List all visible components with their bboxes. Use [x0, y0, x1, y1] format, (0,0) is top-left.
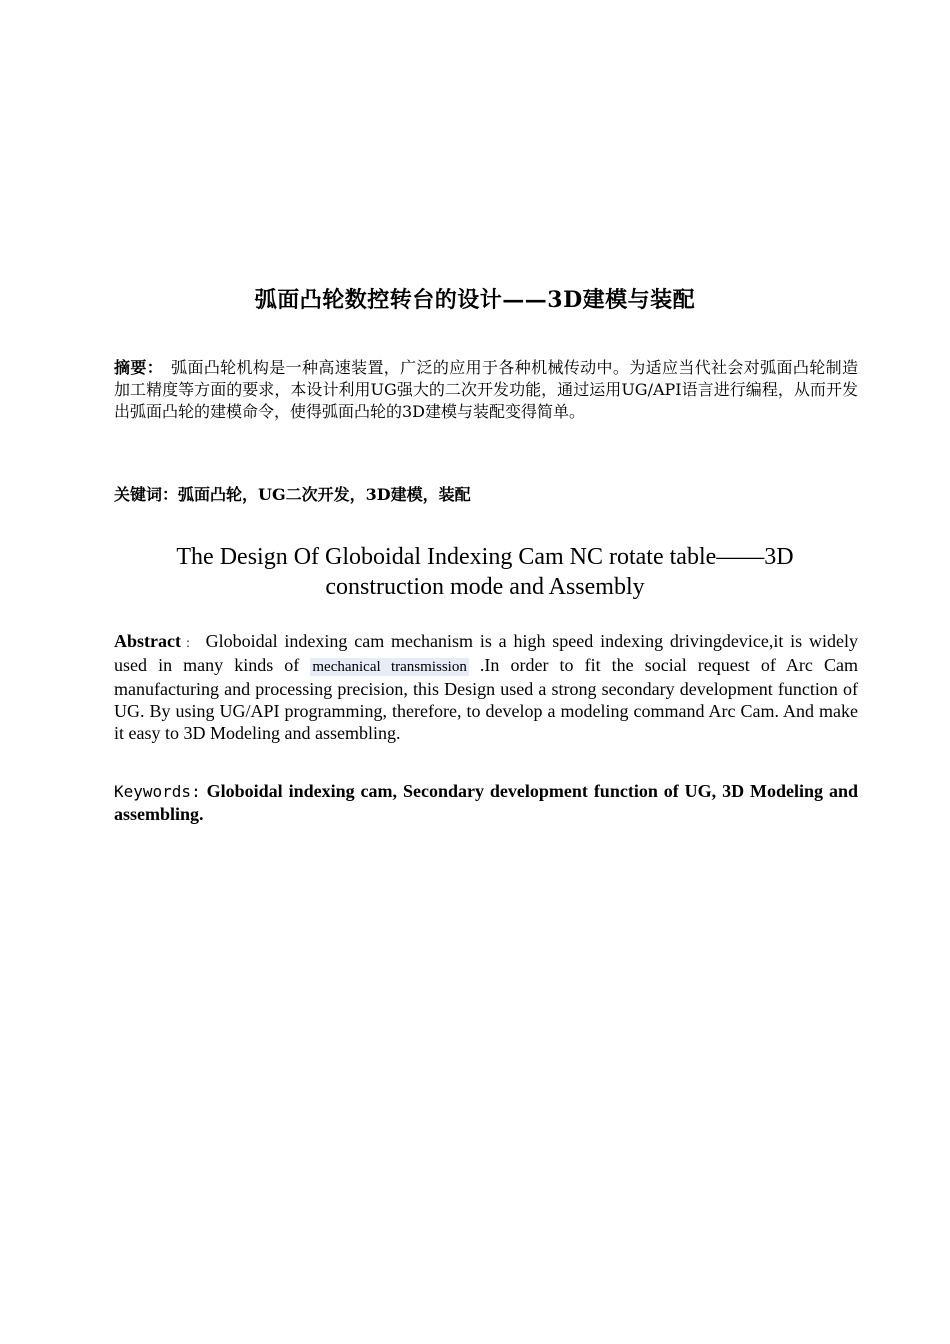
chinese-keywords-text: 弧面凸轮，UG二次开发，3D建模，装配	[178, 485, 471, 504]
chinese-abstract-label: 摘要：	[114, 358, 164, 377]
english-keywords	[114, 780, 858, 825]
chinese-abstract	[114, 357, 858, 423]
chinese-keywords-label: 关键词：	[114, 485, 179, 504]
english-keywords-label: Keywords:	[114, 782, 201, 801]
highlighted-term: mechanical transmission	[312, 659, 467, 675]
english-abstract-colon: ：	[182, 636, 200, 650]
english-abstract	[114, 630, 858, 744]
chinese-title: 弧面凸轮数控转台的设计——3D建模与装配	[254, 287, 696, 313]
english-abstract-part1: Globoidal indexing cam mechanism is a high speed indexing drivingdevice,it is widely used in many kinds of	[114, 631, 858, 675]
english-abstract-part2: .In order to fit the social request of Arc Cam manufacturing and processing precision, this Design used a strong secondary development function of UG. By using UG/API programming, therefore, to develop a modeling command Arc Cam. And make it easy to 3D Modeling and assembling.	[114, 655, 858, 743]
chinese-abstract-text: 弧面凸轮机构是一种高速装置，广泛的应用于各种机械传动中。为适应当代社会对弧面凸轮制造加工精度等方面的要求，本设计利用UG强大的二次开发功能，通过运用UG/API语言进行编程，从而开发出弧面凸轮的建模命令，使得弧面凸轮的3D建模与装配变得简单。	[114, 358, 858, 421]
english-abstract-label: Abstract	[114, 631, 181, 651]
chinese-keywords	[114, 484, 858, 506]
english-title: The Design Of Globoidal Indexing Cam NC rotate table——3D construction mode and Assembly	[176, 544, 794, 600]
english-keywords-text: Globoidal indexing cam, Secondary development function of UG, 3D Modeling and assembling.	[114, 781, 858, 824]
